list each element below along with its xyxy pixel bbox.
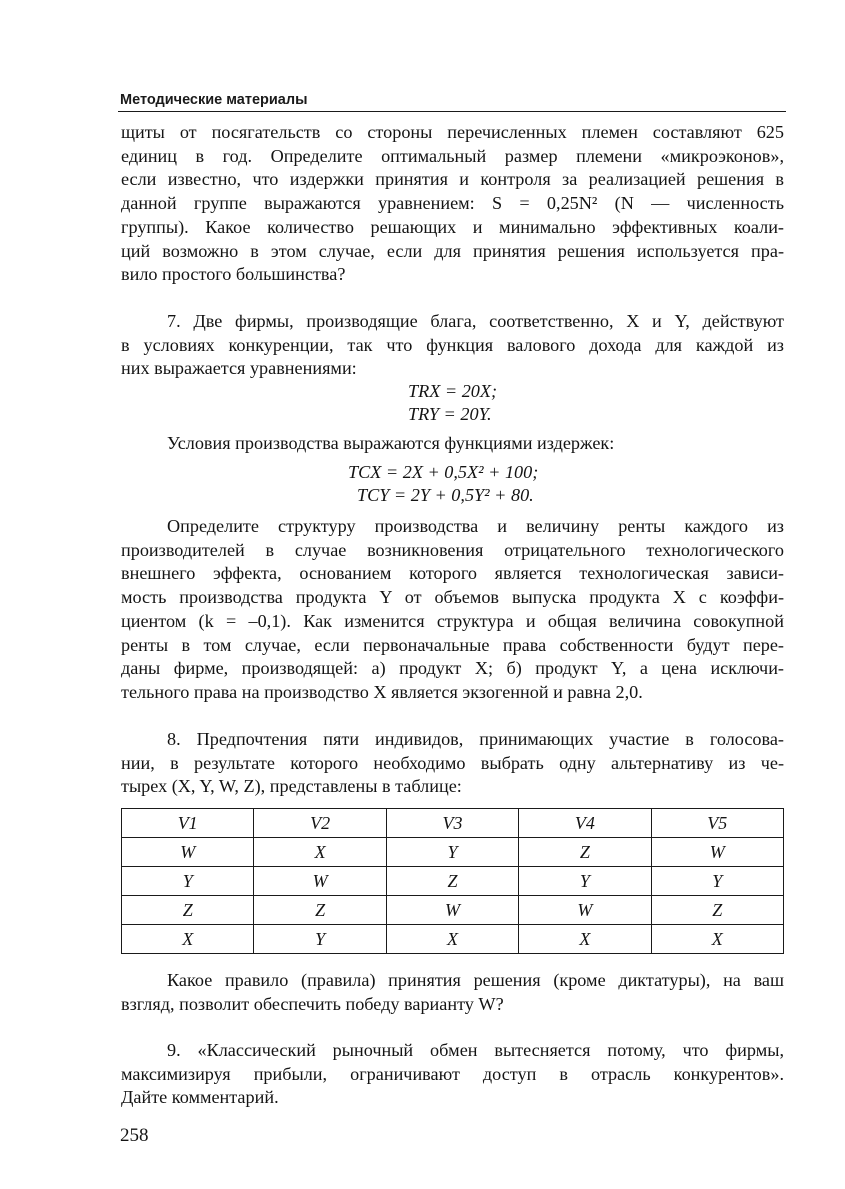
formula-tcy: TCY = 2Y + 0,5Y² + 80. [357, 485, 534, 505]
text-line: если известно, что издержки принятия и контроля за реализацией решения в [121, 169, 784, 190]
task8-intro [121, 728, 784, 799]
text-line: Дайте комментарий. [121, 1087, 279, 1108]
formula-trx: TRX = 20X; [408, 381, 498, 401]
text-line: Условия производства выражаются функциями издержек: [167, 433, 615, 453]
table-cell: X [386, 925, 518, 954]
text-line: в условиях конкуренции, так что функция валового дохода для каждой из [121, 334, 784, 355]
text-line: единиц в год. Определите оптимальный размер племени «микроэконов», [121, 145, 784, 166]
text-line: ренты в том случае, если первоначальные права собственности будут пере- [121, 634, 784, 655]
table-header-cell: V4 [519, 809, 651, 838]
table-cell: W [386, 896, 518, 925]
table-cell: W [254, 867, 386, 896]
table-cell: W [122, 838, 254, 867]
table-cell: Y [651, 867, 783, 896]
text-line: мость производства продукта Y от объемов выпуска продукта X с коэффи- [121, 587, 784, 608]
task7-intro [121, 310, 784, 381]
table-cell: X [254, 838, 386, 867]
table-cell: Z [122, 896, 254, 925]
text-line: них выражается уравнениями: [121, 358, 357, 379]
table-header-cell: V1 [122, 809, 254, 838]
task6-continuation [121, 121, 784, 287]
running-header: Методические материалы [120, 92, 308, 108]
task7-question [121, 515, 784, 705]
task8-question [121, 969, 784, 1016]
table-header-cell: V2 [254, 809, 386, 838]
text-line: 7. Две фирмы, производящие блага, соответственно, X и Y, действуют [167, 311, 784, 331]
table-row [122, 925, 784, 954]
table-row [122, 838, 784, 867]
text-line: 8. Предпочтения пяти индивидов, принимающих участие в голосова- [167, 729, 784, 749]
table-row [122, 867, 784, 896]
formula-tcx: TCX = 2X + 0,5X² + 100; [348, 462, 539, 482]
table-cell: Z [519, 838, 651, 867]
text-line: взгляд, позволит обеспечить победу варианту W? [121, 993, 504, 1014]
text-line: щиты от посягательств со стороны перечисленных племен составляют 625 [121, 122, 784, 142]
text-line: производителей в случае возникновения отрицательного технологического [121, 539, 784, 560]
text-line: 9. «Классический рыночный обмен вытесняется потому, что фирмы, [167, 1040, 784, 1060]
text-line: максимизируя прибыли, ограничивают доступ в отрасль конкурентов». [121, 1063, 784, 1084]
cost-intro [121, 432, 784, 456]
text-line: вило простого большинства? [121, 264, 346, 285]
table-cell: Z [386, 867, 518, 896]
text-line: тырех (X, Y, W, Z), представлены в таблице: [121, 776, 462, 797]
table-cell: X [651, 925, 783, 954]
table-cell: Y [122, 867, 254, 896]
page-number: 258 [120, 1125, 149, 1146]
text-line: внешнего эффекта, основанием которого является технологическая зависи- [121, 563, 784, 584]
text-line: тельного права на производство X является экзогенной и равна 2,0. [121, 681, 643, 702]
task9 [121, 1039, 784, 1110]
text-line: ций возможно в этом случае, если для принятия решения используется пра- [121, 240, 784, 261]
table-cell: Y [386, 838, 518, 867]
table-cell: Z [254, 896, 386, 925]
table-cell: Y [254, 925, 386, 954]
text-line: даны фирме, производящей: а) продукт X; б) продукт Y, а цена исключи- [121, 658, 784, 679]
preferences-table [121, 808, 784, 954]
table-cell: W [519, 896, 651, 925]
text-line: Определите структуру производства и величину ренты каждого из [167, 516, 784, 536]
table-cell: Y [519, 867, 651, 896]
text-line: Какое правило (правила) принятия решения (кроме диктатуры), на ваш [167, 970, 784, 990]
table-cell: X [122, 925, 254, 954]
table-cell: X [519, 925, 651, 954]
header-rule [118, 111, 786, 112]
table-cell: Z [651, 896, 783, 925]
text-line: циентом (k = –0,1). Как изменится структура и общая величина совокупной [121, 610, 784, 631]
table-header-cell: V3 [386, 809, 518, 838]
table-cell: W [651, 838, 783, 867]
table-header-cell: V5 [651, 809, 783, 838]
table-row [122, 896, 784, 925]
formula-try: TRY = 20Y. [408, 404, 492, 424]
text-line: группы). Какое количество решающих и минимально эффективных коали- [121, 216, 784, 237]
text-line: нии, в результате которого необходимо выбрать одну альтернативу из че- [121, 752, 784, 773]
text-line: данной группе выражаются уравнением: S = 0,25N² (N — численность [121, 193, 784, 214]
table-header-row [122, 809, 784, 838]
